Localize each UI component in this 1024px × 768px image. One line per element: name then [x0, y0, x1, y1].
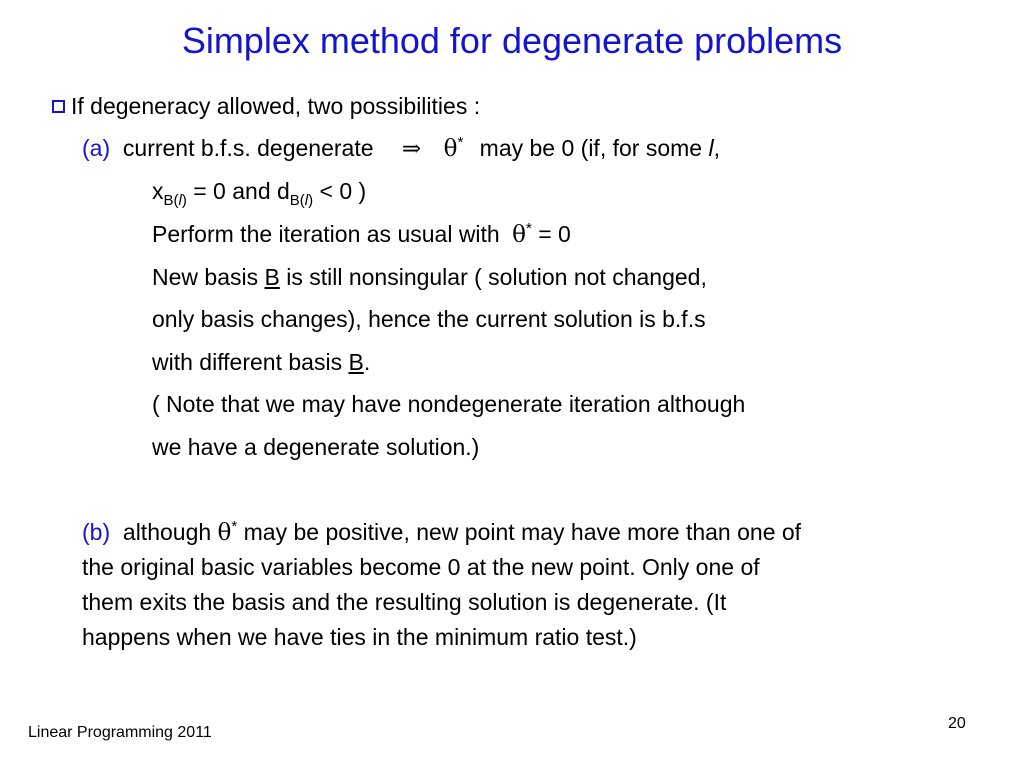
note-line-2: we have a degenerate solution.)	[152, 434, 480, 460]
page-number: 20	[948, 715, 966, 732]
variable-l: l	[708, 135, 714, 161]
case-a-label: (a)	[82, 135, 111, 161]
case-b-line-4: happens when we have ties in the minimum ratio test.)	[82, 624, 637, 650]
case-a-text: current b.f.s. degenerate	[122, 135, 374, 161]
slide-title: Simplex method for degenerate problems	[181, 20, 843, 61]
checkbox-bullet-icon	[52, 100, 65, 113]
condition-line	[152, 177, 367, 209]
perform-eq: = 0	[538, 221, 571, 247]
theta-symbol: θ	[443, 136, 458, 162]
basis-line-2: only basis changes), hence the current solution is b.f.s	[152, 306, 706, 332]
basis-line-3: with different basis B.	[152, 349, 371, 375]
condition-mid: = 0 and d	[193, 178, 290, 204]
theta-symbol-3: θ	[217, 520, 232, 546]
footer-course: Linear Programming 2011	[28, 724, 212, 741]
basis-b-2: B	[348, 349, 364, 375]
case-a-line	[82, 134, 720, 163]
case-b-label: (b)	[82, 519, 111, 545]
perform-text: Perform the iteration as usual with	[152, 221, 500, 247]
case-b-line-3: them exits the basis and the resulting solution is degenerate. (It	[82, 589, 727, 615]
theta-star-2: *	[525, 220, 532, 237]
case-b-line-1: (b) although θ* may be positive, new point may have more than one of	[82, 518, 802, 546]
theta-symbol-2: θ	[512, 222, 526, 248]
case-a-text-2: may be 0 (if, for some	[479, 135, 703, 161]
bullet-line	[52, 92, 480, 120]
condition-end: < 0 )	[319, 178, 367, 204]
bullet-text: If degeneracy allowed, two possibilities :	[71, 93, 481, 119]
theta-star: *	[457, 134, 464, 151]
note-line-1: ( Note that we may have nondegenerate iteration although	[152, 391, 746, 417]
comma: ,	[713, 135, 720, 161]
basis-b: B	[264, 264, 280, 290]
perform-line	[152, 220, 571, 249]
implies-symbol: ⇒	[401, 136, 422, 162]
var-x: x	[152, 178, 164, 204]
sub-b-l: B(l)	[163, 192, 187, 209]
case-b-line-2: the original basic variables become 0 at the new point. Only one of	[82, 554, 760, 580]
basis-line-1: New basis B is still nonsingular ( solution not changed,	[152, 264, 707, 290]
theta-star-3: *	[231, 518, 238, 535]
sub-b-l-2: B(l)	[289, 192, 314, 209]
